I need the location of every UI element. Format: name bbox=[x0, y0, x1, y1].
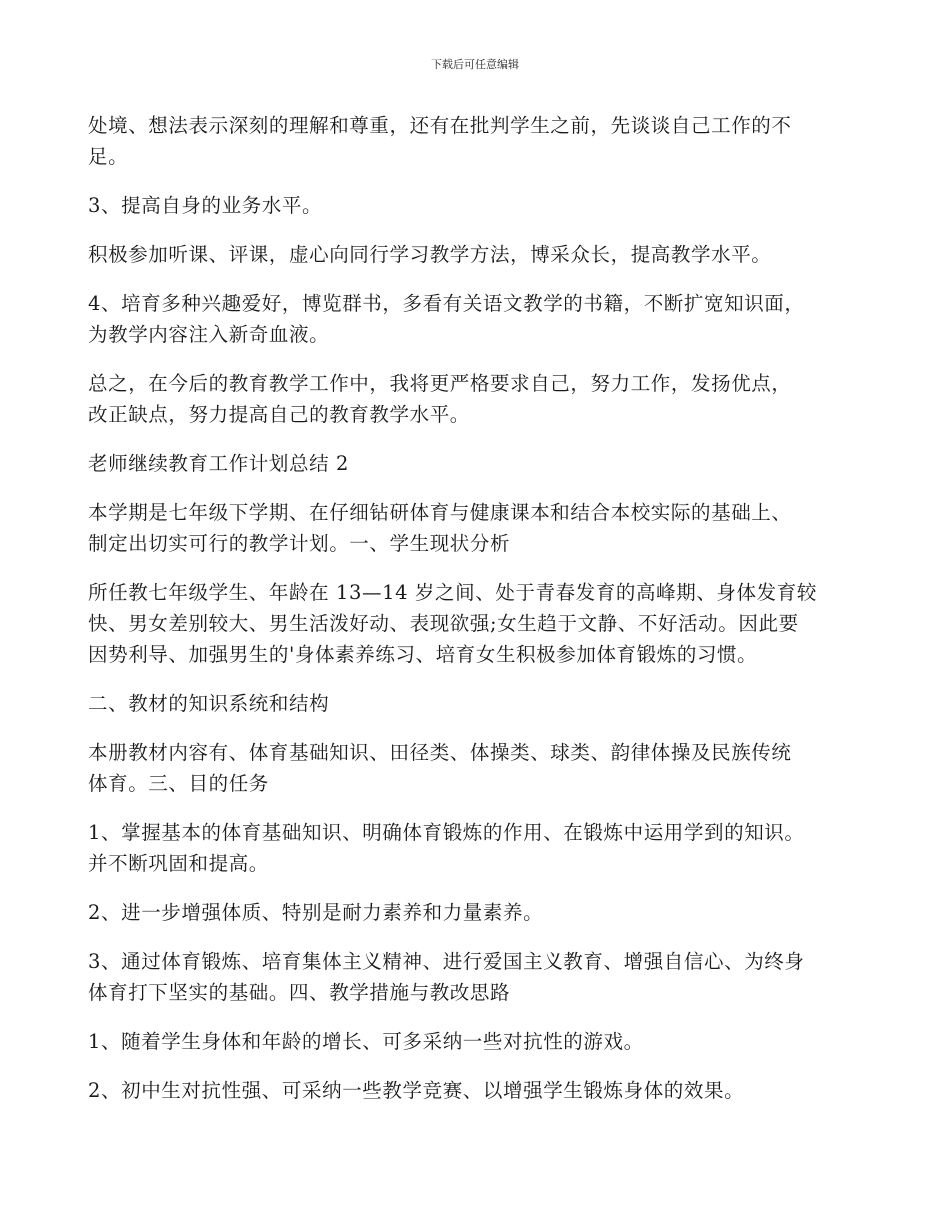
paragraph-9 bbox=[88, 688, 868, 719]
paragraph-line: 制定出切实可行的教学计划。一、学生现状分析 bbox=[88, 532, 511, 555]
paragraph-line: 1、随着学生身体和年龄的增长、可多采纳一些对抗性的游戏。 bbox=[88, 1030, 644, 1053]
paragraph-1 bbox=[88, 110, 868, 172]
paragraph-12 bbox=[88, 897, 868, 928]
paragraph-5 bbox=[88, 368, 868, 430]
paragraph-line: 所任教七年级学生、年龄在 13—14 岁之间、处于青春发育的高峰期、身体发育较 bbox=[88, 581, 817, 604]
section-title bbox=[88, 448, 868, 479]
paragraph-line: 3、通过体育锻炼、培育集体主义精神、进行爱国主义教育、增强自信心、为终身 bbox=[88, 950, 805, 973]
paragraph-line: 并不断巩固和提高。 bbox=[88, 852, 269, 875]
paragraph-line: 体育。三、目的任务 bbox=[88, 772, 269, 795]
paragraph-line: 本学期是七年级下学期、在仔细钻研体育与健康课本和结合本校实际的基础上、 bbox=[88, 501, 792, 524]
paragraph-line: 2、进一步增强体质、特别是耐力素养和力量素养。 bbox=[88, 901, 544, 924]
paragraph-3 bbox=[88, 239, 868, 270]
paragraph-15 bbox=[88, 1075, 868, 1106]
paragraph-4 bbox=[88, 288, 868, 350]
paragraph-line: 因势利导、加强男生的'身体素养练习、培育女生积极参加体育锻炼的习惯。 bbox=[88, 643, 758, 666]
paragraph-line: 积极参加听课、评课，虚心向同行学习教学方法，博采众长，提高教学水平。 bbox=[88, 243, 772, 266]
paragraph-11 bbox=[88, 817, 868, 879]
paragraph-2 bbox=[88, 190, 868, 221]
paragraph-line: 老师继续教育工作计划总结 2 bbox=[88, 452, 350, 475]
paragraph-line: 本册教材内容有、体育基础知识、田径类、体操类、球类、韵律体操及民族传统 bbox=[88, 741, 792, 764]
paragraph-10 bbox=[88, 737, 868, 799]
paragraph-line: 3、提高自身的业务水平。 bbox=[88, 194, 323, 217]
paragraph-line: 1、掌握基本的体育基础知识、明确体育锻炼的作用、在锻炼中运用学到的知识。 bbox=[88, 821, 805, 844]
document-body bbox=[88, 110, 868, 1124]
paragraph-14 bbox=[88, 1026, 868, 1057]
paragraph-7 bbox=[88, 497, 868, 559]
paragraph-line: 为教学内容注入新奇血液。 bbox=[88, 323, 330, 346]
paragraph-8 bbox=[88, 577, 868, 670]
page-header: 下载后可任意编辑 bbox=[431, 58, 519, 71]
paragraph-line: 快、男女差别较大、男生活泼好动、表现欲强;女生趋于文静、不好活动。因此要 bbox=[88, 612, 799, 635]
paragraph-line: 总之，在今后的教育教学工作中，我将更严格要求自己，努力工作，发扬优点， bbox=[88, 372, 792, 395]
paragraph-line: 足。 bbox=[88, 145, 129, 168]
paragraph-line: 处境、想法表示深刻的理解和尊重，还有在批判学生之前，先谈谈自己工作的不 bbox=[88, 114, 792, 137]
paragraph-line: 二、教材的知识系统和结构 bbox=[88, 692, 330, 715]
paragraph-line: 改正缺点，努力提高自己的教育教学水平。 bbox=[88, 403, 470, 426]
paragraph-13 bbox=[88, 946, 868, 1008]
paragraph-line: 2、初中生对抗性强、可采纳一些教学竞赛、以增强学生锻炼身体的效果。 bbox=[88, 1079, 745, 1102]
paragraph-line: 体育打下坚实的基础。四、教学措施与教改思路 bbox=[88, 981, 511, 1004]
paragraph-line: 4、培育多种兴趣爱好，博览群书，多看有关语文教学的书籍，不断扩宽知识面， bbox=[88, 292, 805, 315]
